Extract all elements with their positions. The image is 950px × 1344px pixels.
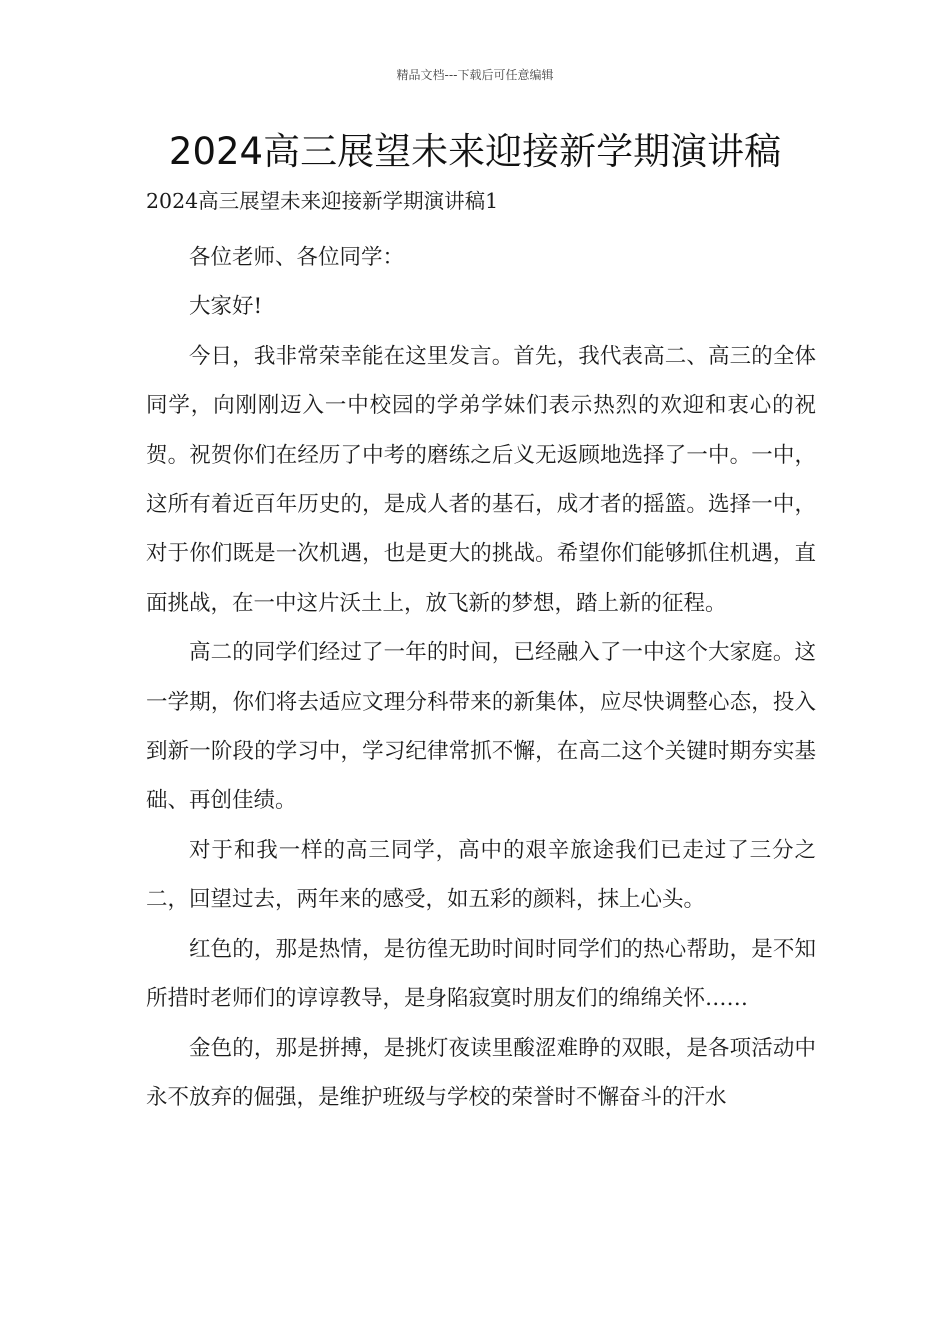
paragraph-greeting: 各位老师、各位同学： xyxy=(189,245,405,270)
document-subtitle: 2024高三展望未来迎接新学期演讲稿1 xyxy=(146,189,499,213)
header-note: 精品文档---下载后可任意编辑 xyxy=(396,68,554,82)
paragraph-grade-three: 对于和我一样的高三同学，高中的艰辛旅途我们已走过了三分之二，回望过去，两年来的感受，如五彩的颜料，抹上心头。 xyxy=(146,837,816,913)
paragraph-intro: 今日，我非常荣幸能在这里发言。首先，我代表高二、高三的全体同学，向刚刚迈入一中校园的学弟学妹们表示热烈的欢迎和衷心的祝贺。祝贺你们在经历了中考的磨练之后义无返顾地选择了一中。一中，这所有着近百年历史的，是成人者的基石，成才者的摇篮。选择一中，对于你们既是一次机遇，也是更大的挑战。希望你们能够抓住机遇，直面挑战，在一中这片沃土上，放飞新的梦想，踏上新的征程。 xyxy=(146,343,816,616)
document-body xyxy=(146,233,816,1122)
paragraph-hello: 大家好! xyxy=(189,294,263,320)
paragraph-gold: 金色的，那是拼搏，是挑灯夜读里酸涩难睁的双眼，是各项活动中永不放弃的倔强，是维护班级与学校的荣誉时不懈奋斗的汗水 xyxy=(146,1035,816,1110)
paragraph-grade-two: 高二的同学们经过了一年的时间，已经融入了一中这个大家庭。这一学期，你们将去适应文理分科带来的新集体，应尽快调整心态，投入到新一阶段的学习中，学习纪律常抓不懈，在高二这个关键时期夯实基础、再创佳绩。 xyxy=(146,640,816,814)
document-title: 2024高三展望未来迎接新学期演讲稿 xyxy=(168,130,782,173)
paragraph-red: 红色的，那是热情，是彷徨无助时间时同学们的热心帮助，是不知所措时老师们的谆谆教导，是身陷寂寞时朋友们的绵绵关怀…… xyxy=(146,936,816,1012)
